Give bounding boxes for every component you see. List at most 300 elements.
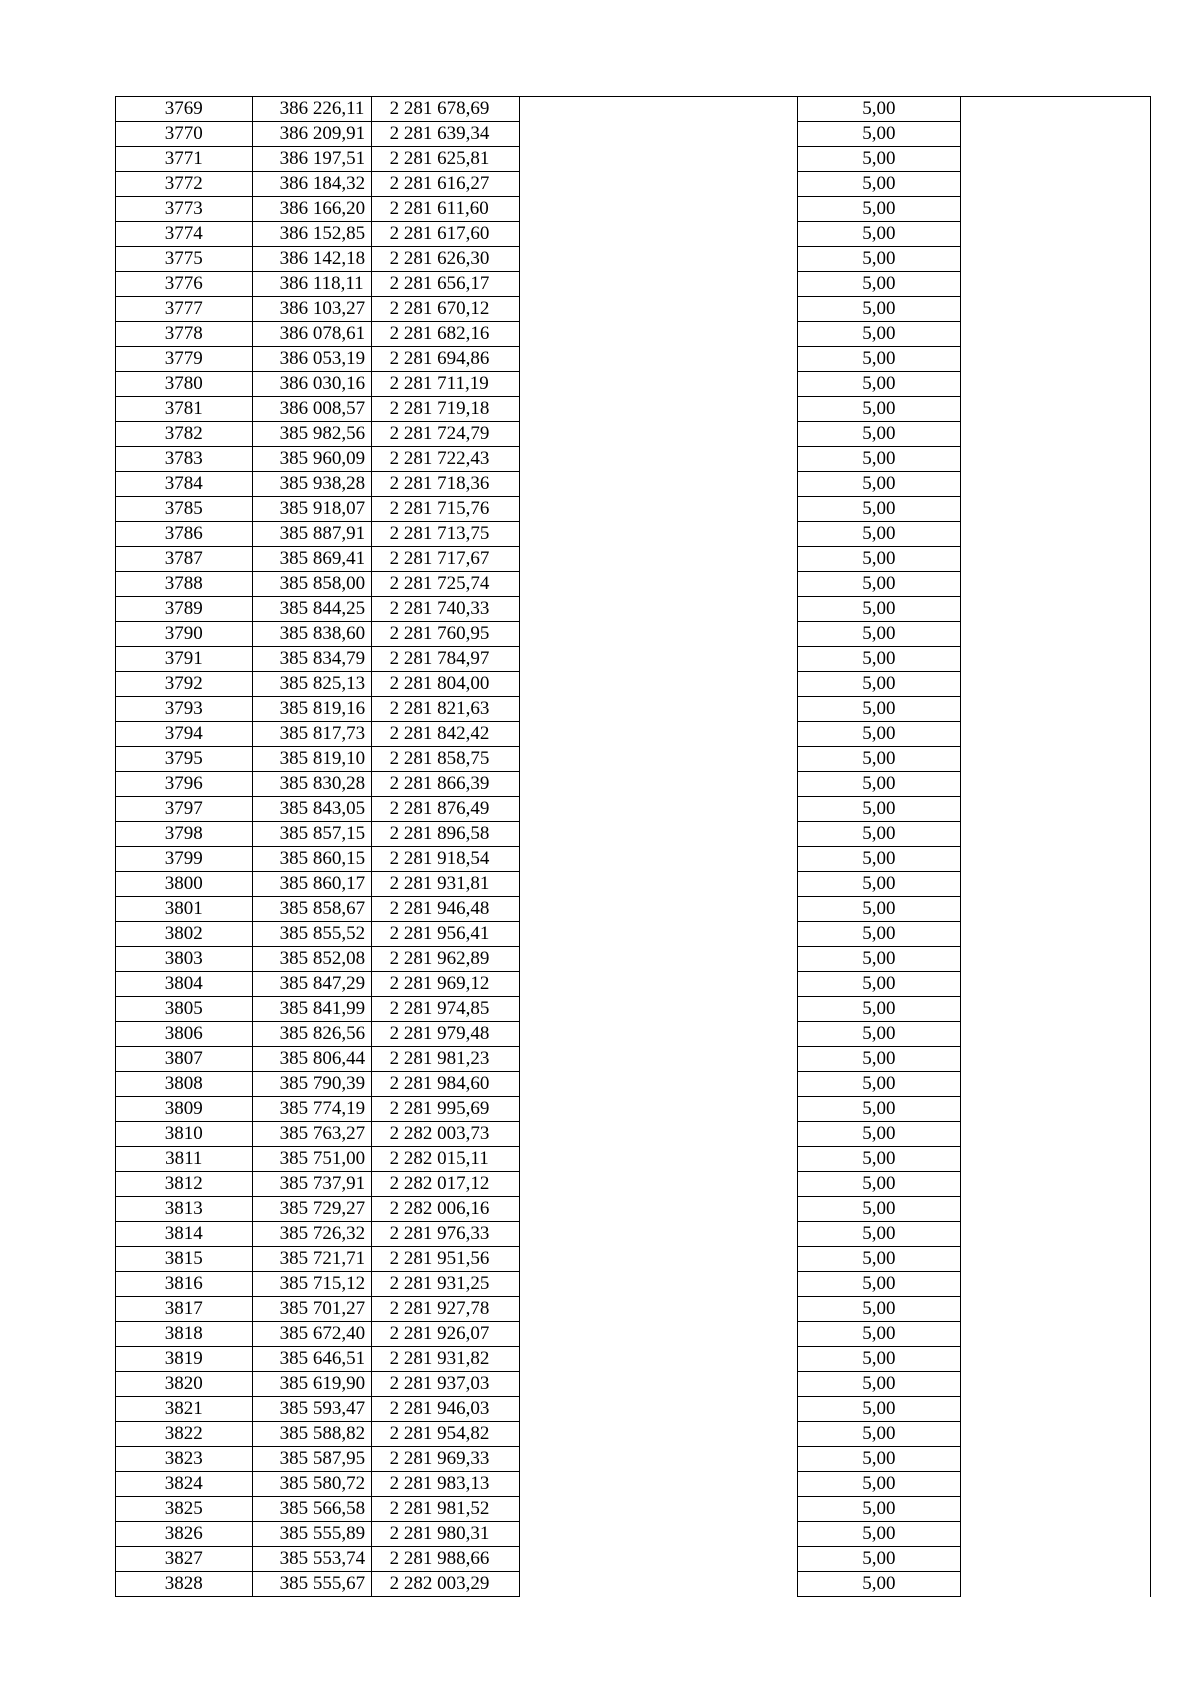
- y-coordinate-cell: 2 281 858,75: [371, 747, 519, 772]
- empty-column-cell: [519, 847, 797, 872]
- table-row: [116, 1122, 1151, 1147]
- y-coordinate-cell: 2 281 842,42: [371, 722, 519, 747]
- empty-column-cell: [519, 1072, 797, 1097]
- y-coordinate-cell: 2 281 682,16: [371, 322, 519, 347]
- y-coordinate-cell: 2 281 718,36: [371, 472, 519, 497]
- y-coordinate-cell: 2 281 980,31: [371, 1522, 519, 1547]
- x-coordinate-cell: 385 826,56: [252, 1022, 371, 1047]
- x-coordinate-cell: 385 774,19: [252, 1097, 371, 1122]
- table-row: [116, 1322, 1151, 1347]
- point-number-cell: 3798: [116, 822, 253, 847]
- x-coordinate-cell: 385 619,90: [252, 1372, 371, 1397]
- table-row: [116, 947, 1151, 972]
- point-number-cell: 3804: [116, 972, 253, 997]
- table-row: [116, 1372, 1151, 1397]
- last-column-cell: [961, 1097, 1151, 1122]
- point-number-cell: 3815: [116, 1247, 253, 1272]
- table-row: [116, 447, 1151, 472]
- y-coordinate-cell: 2 281 931,25: [371, 1272, 519, 1297]
- last-column-cell: [961, 347, 1151, 372]
- empty-column-cell: [519, 1422, 797, 1447]
- y-coordinate-cell: 2 281 962,89: [371, 947, 519, 972]
- point-number-cell: 3800: [116, 872, 253, 897]
- x-coordinate-cell: 385 817,73: [252, 722, 371, 747]
- y-coordinate-cell: 2 281 616,27: [371, 172, 519, 197]
- table-row: [116, 1472, 1151, 1497]
- x-coordinate-cell: 385 587,95: [252, 1447, 371, 1472]
- y-coordinate-cell: 2 281 954,82: [371, 1422, 519, 1447]
- table-row: [116, 197, 1151, 222]
- y-coordinate-cell: 2 281 617,60: [371, 222, 519, 247]
- empty-column-cell: [519, 147, 797, 172]
- x-coordinate-cell: 385 860,15: [252, 847, 371, 872]
- x-coordinate-cell: 386 152,85: [252, 222, 371, 247]
- value-cell: 5,00: [797, 1347, 960, 1372]
- value-cell: 5,00: [797, 597, 960, 622]
- empty-column-cell: [519, 1572, 797, 1597]
- value-cell: 5,00: [797, 622, 960, 647]
- table-row: [116, 547, 1151, 572]
- last-column-cell: [961, 822, 1151, 847]
- table-row: [116, 1272, 1151, 1297]
- y-coordinate-cell: 2 281 611,60: [371, 197, 519, 222]
- table-row: [116, 422, 1151, 447]
- table-row: [116, 1497, 1151, 1522]
- value-cell: 5,00: [797, 1522, 960, 1547]
- x-coordinate-cell: 385 790,39: [252, 1072, 371, 1097]
- empty-column-cell: [519, 722, 797, 747]
- last-column-cell: [961, 1347, 1151, 1372]
- last-column-cell: [961, 1522, 1151, 1547]
- point-number-cell: 3801: [116, 897, 253, 922]
- last-column-cell: [961, 1072, 1151, 1097]
- y-coordinate-cell: 2 281 983,13: [371, 1472, 519, 1497]
- empty-column-cell: [519, 947, 797, 972]
- y-coordinate-cell: 2 281 931,81: [371, 872, 519, 897]
- empty-column-cell: [519, 1447, 797, 1472]
- point-number-cell: 3772: [116, 172, 253, 197]
- empty-column-cell: [519, 497, 797, 522]
- point-number-cell: 3791: [116, 647, 253, 672]
- empty-column-cell: [519, 1547, 797, 1572]
- x-coordinate-cell: 386 078,61: [252, 322, 371, 347]
- point-number-cell: 3816: [116, 1272, 253, 1297]
- value-cell: 5,00: [797, 1372, 960, 1397]
- value-cell: 5,00: [797, 572, 960, 597]
- x-coordinate-cell: 386 209,91: [252, 122, 371, 147]
- last-column-cell: [961, 197, 1151, 222]
- value-cell: 5,00: [797, 1272, 960, 1297]
- last-column-cell: [961, 647, 1151, 672]
- last-column-cell: [961, 522, 1151, 547]
- x-coordinate-cell: 385 819,16: [252, 697, 371, 722]
- point-number-cell: 3805: [116, 997, 253, 1022]
- value-cell: 5,00: [797, 872, 960, 897]
- last-column-cell: [961, 1322, 1151, 1347]
- point-number-cell: 3821: [116, 1397, 253, 1422]
- y-coordinate-cell: 2 281 946,48: [371, 897, 519, 922]
- empty-column-cell: [519, 922, 797, 947]
- last-column-cell: [961, 622, 1151, 647]
- x-coordinate-cell: 385 701,27: [252, 1297, 371, 1322]
- x-coordinate-cell: 385 672,40: [252, 1322, 371, 1347]
- x-coordinate-cell: 385 982,56: [252, 422, 371, 447]
- x-coordinate-cell: 385 819,10: [252, 747, 371, 772]
- point-number-cell: 3773: [116, 197, 253, 222]
- value-cell: 5,00: [797, 1247, 960, 1272]
- x-coordinate-cell: 385 555,89: [252, 1522, 371, 1547]
- table-row: [116, 497, 1151, 522]
- empty-column-cell: [519, 547, 797, 572]
- table-row: [116, 1047, 1151, 1072]
- point-number-cell: 3813: [116, 1197, 253, 1222]
- table-row: [116, 772, 1151, 797]
- y-coordinate-cell: 2 282 006,16: [371, 1197, 519, 1222]
- value-cell: 5,00: [797, 1497, 960, 1522]
- value-cell: 5,00: [797, 1572, 960, 1597]
- point-number-cell: 3817: [116, 1297, 253, 1322]
- table-row: [116, 822, 1151, 847]
- last-column-cell: [961, 1397, 1151, 1422]
- value-cell: 5,00: [797, 1197, 960, 1222]
- x-coordinate-cell: 385 857,15: [252, 822, 371, 847]
- last-column-cell: [961, 447, 1151, 472]
- point-number-cell: 3780: [116, 372, 253, 397]
- table-row: [116, 1397, 1151, 1422]
- x-coordinate-cell: 386 008,57: [252, 397, 371, 422]
- last-column-cell: [961, 372, 1151, 397]
- table-row: [116, 322, 1151, 347]
- point-number-cell: 3783: [116, 447, 253, 472]
- empty-column-cell: [519, 572, 797, 597]
- empty-column-cell: [519, 897, 797, 922]
- y-coordinate-cell: 2 281 969,33: [371, 1447, 519, 1472]
- empty-column-cell: [519, 372, 797, 397]
- empty-column-cell: [519, 1297, 797, 1322]
- empty-column-cell: [519, 197, 797, 222]
- point-number-cell: 3807: [116, 1047, 253, 1072]
- last-column-cell: [961, 297, 1151, 322]
- value-cell: 5,00: [797, 1147, 960, 1172]
- point-number-cell: 3818: [116, 1322, 253, 1347]
- x-coordinate-cell: 385 553,74: [252, 1547, 371, 1572]
- point-number-cell: 3788: [116, 572, 253, 597]
- empty-column-cell: [519, 1522, 797, 1547]
- empty-column-cell: [519, 1197, 797, 1222]
- last-column-cell: [961, 1047, 1151, 1072]
- last-column-cell: [961, 597, 1151, 622]
- value-cell: 5,00: [797, 1397, 960, 1422]
- last-column-cell: [961, 1122, 1151, 1147]
- table-row: [116, 1147, 1151, 1172]
- value-cell: 5,00: [797, 1472, 960, 1497]
- point-number-cell: 3820: [116, 1372, 253, 1397]
- table-row: [116, 1572, 1151, 1597]
- point-number-cell: 3790: [116, 622, 253, 647]
- y-coordinate-cell: 2 281 670,12: [371, 297, 519, 322]
- value-cell: 5,00: [797, 122, 960, 147]
- y-coordinate-cell: 2 281 927,78: [371, 1297, 519, 1322]
- last-column-cell: [961, 97, 1151, 122]
- last-column-cell: [961, 122, 1151, 147]
- empty-column-cell: [519, 1272, 797, 1297]
- table-row: [116, 997, 1151, 1022]
- point-number-cell: 3822: [116, 1422, 253, 1447]
- y-coordinate-cell: 2 281 740,33: [371, 597, 519, 622]
- last-column-cell: [961, 847, 1151, 872]
- last-column-cell: [961, 1247, 1151, 1272]
- point-number-cell: 3787: [116, 547, 253, 572]
- point-number-cell: 3812: [116, 1172, 253, 1197]
- table-row: [116, 1222, 1151, 1247]
- empty-column-cell: [519, 1372, 797, 1397]
- point-number-cell: 3819: [116, 1347, 253, 1372]
- value-cell: 5,00: [797, 1072, 960, 1097]
- table-row: [116, 972, 1151, 997]
- empty-column-cell: [519, 1472, 797, 1497]
- point-number-cell: 3828: [116, 1572, 253, 1597]
- x-coordinate-cell: 385 844,25: [252, 597, 371, 622]
- last-column-cell: [961, 772, 1151, 797]
- point-number-cell: 3769: [116, 97, 253, 122]
- empty-column-cell: [519, 1397, 797, 1422]
- y-coordinate-cell: 2 282 003,29: [371, 1572, 519, 1597]
- last-column-cell: [961, 797, 1151, 822]
- table-row: [116, 1197, 1151, 1222]
- value-cell: 5,00: [797, 347, 960, 372]
- last-column-cell: [961, 272, 1151, 297]
- value-cell: 5,00: [797, 1222, 960, 1247]
- x-coordinate-cell: 385 855,52: [252, 922, 371, 947]
- empty-column-cell: [519, 347, 797, 372]
- value-cell: 5,00: [797, 547, 960, 572]
- empty-column-cell: [519, 222, 797, 247]
- value-cell: 5,00: [797, 797, 960, 822]
- table-row: [116, 1347, 1151, 1372]
- x-coordinate-cell: 385 918,07: [252, 497, 371, 522]
- value-cell: 5,00: [797, 222, 960, 247]
- empty-column-cell: [519, 322, 797, 347]
- x-coordinate-cell: 385 860,17: [252, 872, 371, 897]
- point-number-cell: 3797: [116, 797, 253, 822]
- table-row: [116, 672, 1151, 697]
- last-column-cell: [961, 147, 1151, 172]
- table-row: [116, 522, 1151, 547]
- x-coordinate-cell: 385 566,58: [252, 1497, 371, 1522]
- y-coordinate-cell: 2 281 626,30: [371, 247, 519, 272]
- last-column-cell: [961, 1572, 1151, 1597]
- last-column-cell: [961, 747, 1151, 772]
- table-row: [116, 122, 1151, 147]
- point-number-cell: 3803: [116, 947, 253, 972]
- point-number-cell: 3795: [116, 747, 253, 772]
- value-cell: 5,00: [797, 1047, 960, 1072]
- x-coordinate-cell: 385 841,99: [252, 997, 371, 1022]
- y-coordinate-cell: 2 282 003,73: [371, 1122, 519, 1147]
- y-coordinate-cell: 2 281 956,41: [371, 922, 519, 947]
- y-coordinate-cell: 2 281 937,03: [371, 1372, 519, 1397]
- x-coordinate-cell: 385 938,28: [252, 472, 371, 497]
- point-number-cell: 3776: [116, 272, 253, 297]
- x-coordinate-cell: 385 834,79: [252, 647, 371, 672]
- x-coordinate-cell: 385 806,44: [252, 1047, 371, 1072]
- empty-column-cell: [519, 272, 797, 297]
- last-column-cell: [961, 572, 1151, 597]
- x-coordinate-cell: 385 588,82: [252, 1422, 371, 1447]
- value-cell: 5,00: [797, 822, 960, 847]
- point-number-cell: 3827: [116, 1547, 253, 1572]
- x-coordinate-cell: 385 858,00: [252, 572, 371, 597]
- empty-column-cell: [519, 1347, 797, 1372]
- table-row: [116, 722, 1151, 747]
- table-row: [116, 1422, 1151, 1447]
- y-coordinate-cell: 2 281 981,23: [371, 1047, 519, 1072]
- y-coordinate-cell: 2 281 931,82: [371, 1347, 519, 1372]
- x-coordinate-cell: 385 555,67: [252, 1572, 371, 1597]
- y-coordinate-cell: 2 282 015,11: [371, 1147, 519, 1172]
- empty-column-cell: [519, 822, 797, 847]
- x-coordinate-cell: 386 197,51: [252, 147, 371, 172]
- value-cell: 5,00: [797, 972, 960, 997]
- value-cell: 5,00: [797, 472, 960, 497]
- empty-column-cell: [519, 1222, 797, 1247]
- y-coordinate-cell: 2 281 722,43: [371, 447, 519, 472]
- point-number-cell: 3823: [116, 1447, 253, 1472]
- y-coordinate-cell: 2 281 711,19: [371, 372, 519, 397]
- y-coordinate-cell: 2 281 639,34: [371, 122, 519, 147]
- last-column-cell: [961, 697, 1151, 722]
- last-column-cell: [961, 997, 1151, 1022]
- point-number-cell: 3781: [116, 397, 253, 422]
- table-row: [116, 172, 1151, 197]
- last-column-cell: [961, 1447, 1151, 1472]
- empty-column-cell: [519, 622, 797, 647]
- y-coordinate-cell: 2 281 946,03: [371, 1397, 519, 1422]
- y-coordinate-cell: 2 281 974,85: [371, 997, 519, 1022]
- table-row: [116, 97, 1151, 122]
- value-cell: 5,00: [797, 1097, 960, 1122]
- last-column-cell: [961, 422, 1151, 447]
- y-coordinate-cell: 2 281 981,52: [371, 1497, 519, 1522]
- last-column-cell: [961, 1147, 1151, 1172]
- value-cell: 5,00: [797, 247, 960, 272]
- empty-column-cell: [519, 1022, 797, 1047]
- y-coordinate-cell: 2 281 821,63: [371, 697, 519, 722]
- table-row: [116, 572, 1151, 597]
- last-column-cell: [961, 472, 1151, 497]
- table-row: [116, 272, 1151, 297]
- point-number-cell: 3799: [116, 847, 253, 872]
- y-coordinate-cell: 2 282 017,12: [371, 1172, 519, 1197]
- value-cell: 5,00: [797, 147, 960, 172]
- point-number-cell: 3777: [116, 297, 253, 322]
- last-column-cell: [961, 1172, 1151, 1197]
- last-column-cell: [961, 1472, 1151, 1497]
- value-cell: 5,00: [797, 772, 960, 797]
- table-row: [116, 472, 1151, 497]
- empty-column-cell: [519, 297, 797, 322]
- last-column-cell: [961, 322, 1151, 347]
- point-number-cell: 3774: [116, 222, 253, 247]
- value-cell: 5,00: [797, 422, 960, 447]
- last-column-cell: [961, 972, 1151, 997]
- value-cell: 5,00: [797, 722, 960, 747]
- y-coordinate-cell: 2 281 694,86: [371, 347, 519, 372]
- y-coordinate-cell: 2 281 724,79: [371, 422, 519, 447]
- value-cell: 5,00: [797, 997, 960, 1022]
- value-cell: 5,00: [797, 1022, 960, 1047]
- table-row: [116, 1547, 1151, 1572]
- y-coordinate-cell: 2 281 784,97: [371, 647, 519, 672]
- table-row: [116, 922, 1151, 947]
- x-coordinate-cell: 385 887,91: [252, 522, 371, 547]
- empty-column-cell: [519, 1172, 797, 1197]
- x-coordinate-cell: 386 184,32: [252, 172, 371, 197]
- point-number-cell: 3784: [116, 472, 253, 497]
- x-coordinate-cell: 386 030,16: [252, 372, 371, 397]
- value-cell: 5,00: [797, 947, 960, 972]
- point-number-cell: 3778: [116, 322, 253, 347]
- x-coordinate-cell: 385 646,51: [252, 1347, 371, 1372]
- last-column-cell: [961, 397, 1151, 422]
- table-body: [116, 97, 1151, 1597]
- value-cell: 5,00: [797, 197, 960, 222]
- x-coordinate-cell: 385 580,72: [252, 1472, 371, 1497]
- table-row: [116, 397, 1151, 422]
- last-column-cell: [961, 1297, 1151, 1322]
- x-coordinate-cell: 385 763,27: [252, 1122, 371, 1147]
- last-column-cell: [961, 247, 1151, 272]
- value-cell: 5,00: [797, 897, 960, 922]
- x-coordinate-cell: 386 142,18: [252, 247, 371, 272]
- value-cell: 5,00: [797, 497, 960, 522]
- x-coordinate-cell: 385 729,27: [252, 1197, 371, 1222]
- table-row: [116, 247, 1151, 272]
- table-row: [116, 897, 1151, 922]
- x-coordinate-cell: 385 593,47: [252, 1397, 371, 1422]
- empty-column-cell: [519, 472, 797, 497]
- value-cell: 5,00: [797, 522, 960, 547]
- empty-column-cell: [519, 647, 797, 672]
- point-number-cell: 3794: [116, 722, 253, 747]
- last-column-cell: [961, 922, 1151, 947]
- empty-column-cell: [519, 597, 797, 622]
- table-row: [116, 847, 1151, 872]
- y-coordinate-cell: 2 281 725,74: [371, 572, 519, 597]
- value-cell: 5,00: [797, 922, 960, 947]
- empty-column-cell: [519, 1097, 797, 1122]
- y-coordinate-cell: 2 281 715,76: [371, 497, 519, 522]
- y-coordinate-cell: 2 281 866,39: [371, 772, 519, 797]
- point-number-cell: 3793: [116, 697, 253, 722]
- empty-column-cell: [519, 422, 797, 447]
- y-coordinate-cell: 2 281 979,48: [371, 1022, 519, 1047]
- last-column-cell: [961, 1197, 1151, 1222]
- value-cell: 5,00: [797, 372, 960, 397]
- x-coordinate-cell: 385 751,00: [252, 1147, 371, 1172]
- y-coordinate-cell: 2 281 713,75: [371, 522, 519, 547]
- table-row: [116, 747, 1151, 772]
- value-cell: 5,00: [797, 1297, 960, 1322]
- x-coordinate-cell: 385 721,71: [252, 1247, 371, 1272]
- last-column-cell: [961, 1497, 1151, 1522]
- point-number-cell: 3782: [116, 422, 253, 447]
- value-cell: 5,00: [797, 1322, 960, 1347]
- y-coordinate-cell: 2 281 896,58: [371, 822, 519, 847]
- last-column-cell: [961, 1547, 1151, 1572]
- value-cell: 5,00: [797, 297, 960, 322]
- empty-column-cell: [519, 1497, 797, 1522]
